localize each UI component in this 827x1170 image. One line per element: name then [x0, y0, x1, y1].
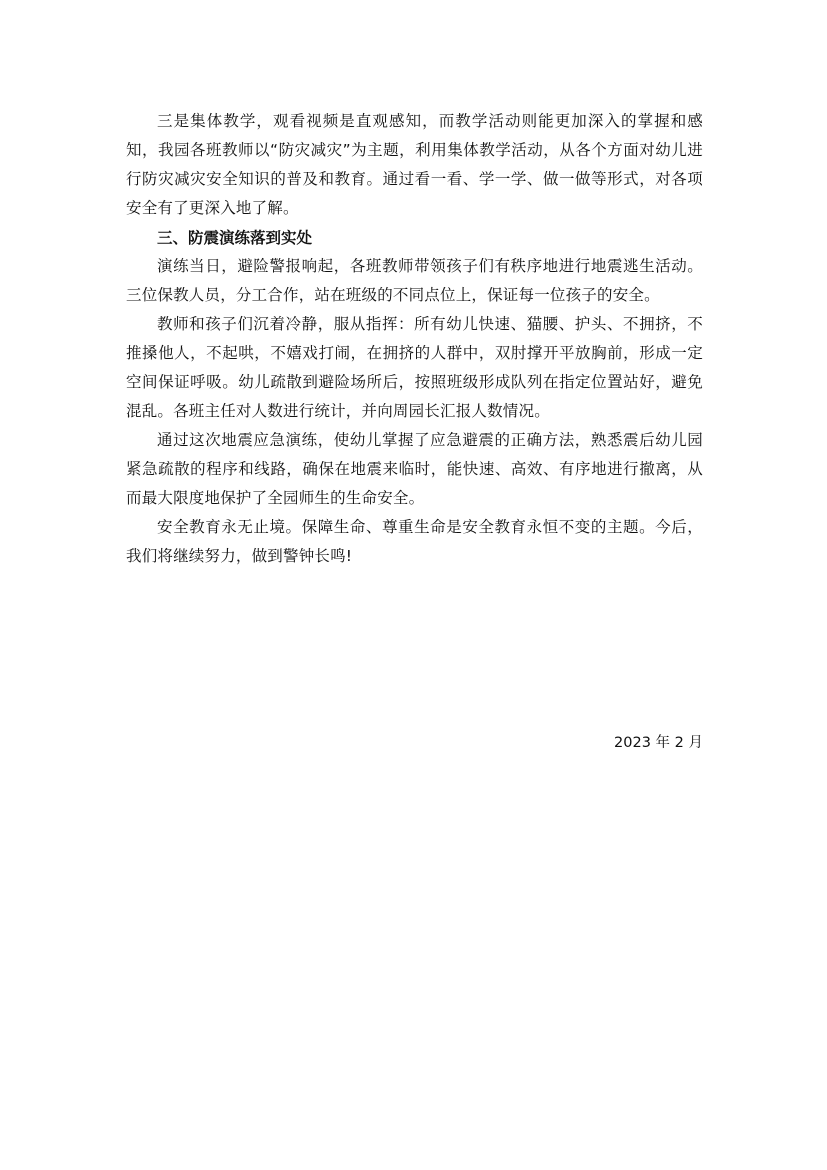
paragraph-conclusion: 安全教育永无止境。保障生命、尊重生命是安全教育永恒不变的主题。今后，我们将继续努力，做到警钟长鸣!: [126, 518, 703, 565]
paragraph-drill-day: 演练当日，避险警报响起，各班教师带领孩子们有秩序地进行地震逃生活动。三位保教人员，分工合作，站在班级的不同点位上，保证每一位孩子的安全。: [126, 257, 703, 304]
document-body: [126, 107, 703, 571]
paragraph-collective-teaching: 三是集体教学，观看视频是直观感知，而教学活动则能更加深入的掌握和感知，我园各班教师以“防灾减灾”为主题，利用集体教学活动，从各个方面对幼儿进行防灾减灾安全知识的普及和教育。通过看一看、学一学、做一做等形式，对各项安全有了更深入地了解。: [126, 112, 703, 217]
section-heading: 三、防震演练落到实处: [157, 228, 313, 247]
document-date: 2023 年 2 月: [614, 735, 703, 751]
paragraph-calm-response: 教师和孩子们沉着冷静，服从指挥：所有幼儿快速、猫腰、护头、不拥挤，不推搡他人，不起哄，不嬉戏打闹，在拥挤的人群中，双肘撑开平放胸前，形成一定空间保证呼吸。幼儿疏散到避险场所后，按照班级形成队列在指定位置站好，避免混乱。各班主任对人数进行统计，并向周园长汇报人数情况。: [126, 315, 703, 420]
paragraph-drill-outcome: 通过这次地震应急演练，使幼儿掌握了应急避震的正确方法，熟悉震后幼儿园紧急疏散的程序和线路，确保在地震来临时，能快速、高效、有序地进行撤离，从而最大限度地保护了全园师生的生命安全。: [126, 431, 703, 507]
